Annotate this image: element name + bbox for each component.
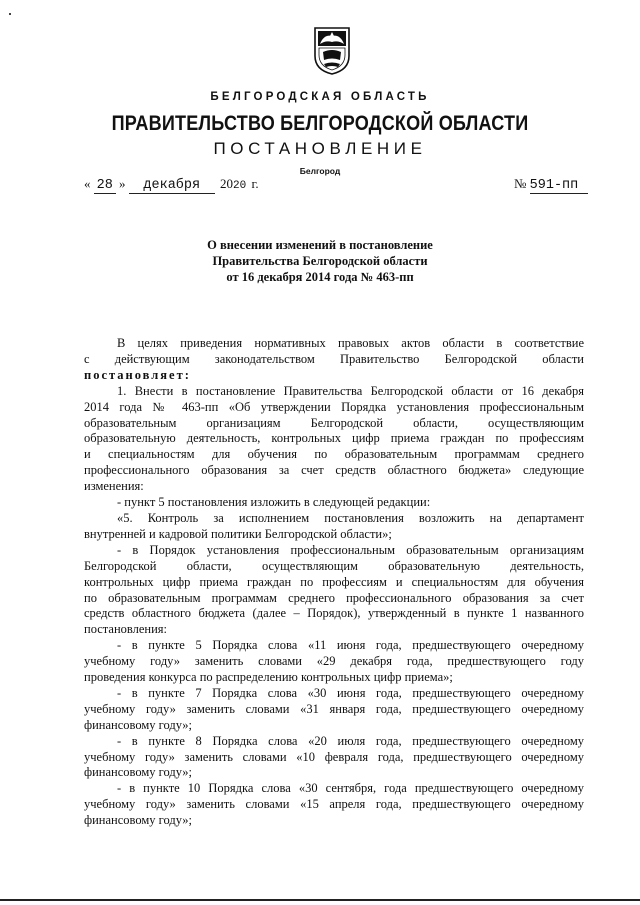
- body-line: изменения:: [84, 479, 144, 494]
- title-line-1: О внесении изменений в постановление: [207, 238, 433, 252]
- body-line: проведения конкурса по распределению контрольных цифр приема»;: [84, 670, 453, 685]
- date-month: декабря: [129, 179, 215, 194]
- title-line-3: от 16 декабря 2014 года № 463-пп: [226, 270, 414, 284]
- body-line: учебному году» заменить словами «31 января года, предшествующего очередному: [84, 701, 584, 716]
- government-name: ПРАВИТЕЛЬСТВО БЕЛГОРОДСКОЙ ОБЛАСТИ: [111, 112, 529, 135]
- body-line: учебному году» заменить словами «29 декабря года, предшествующего году: [84, 654, 584, 669]
- scan-bottom-edge: [0, 899, 640, 901]
- number-label: №: [514, 176, 527, 191]
- decree-body: [84, 336, 584, 829]
- decree-number: [514, 176, 588, 194]
- body-line: - в пункте 8 Порядка слова «20 июля года, предшествующего очередному: [117, 733, 584, 748]
- body-line: внутренней и кадровой политики Белгородской области»;: [84, 526, 392, 541]
- body-line: контрольных цифр приема граждан по профессиям и специальностям для обучения: [84, 574, 584, 589]
- decree-date: [84, 176, 259, 194]
- number-value: 591-пп: [530, 179, 588, 194]
- body-line: финансовому году»;: [84, 765, 192, 780]
- body-line: учебному году» заменить словами «10 февраля года, предшествующего очередному: [84, 749, 584, 764]
- body-line: - в пункте 7 Порядка слова «30 июня года, предшествующего очередному: [117, 685, 584, 700]
- body-line: 2014 года № 463-пп «Об утверждении Порядка установления профессиональным: [84, 399, 584, 414]
- date-year-prefix: 20: [220, 176, 233, 191]
- body-line: образовательным организациям Белгородской области, осуществляющим: [84, 415, 584, 430]
- coat-of-arms-icon: [312, 26, 352, 76]
- document-type: ПОСТАНОВЛЕНИЕ: [213, 139, 427, 158]
- body-line: постановления:: [84, 622, 168, 637]
- body-line-decrees: постановляет:: [84, 367, 191, 382]
- body-line: - в пункте 5 Порядка слова «11 июня года, предшествующего очередному: [117, 638, 584, 653]
- scan-speck: [9, 13, 11, 15]
- body-line: образовательную деятельность, контрольных цифр приема граждан по профессиям: [84, 431, 584, 446]
- body-line: по образовательным программам среднего профессионального образования за счет: [84, 590, 584, 605]
- body-line: - в Порядок установления профессиональным образовательным организациям: [117, 542, 584, 557]
- body-line: 1. Внести в постановление Правительства Белгородской области от 16 декабря: [117, 383, 584, 398]
- date-close-quote: »: [119, 176, 126, 191]
- body-line: финансовому году»;: [84, 717, 192, 732]
- date-year-suffix: 20: [233, 180, 247, 192]
- body-line: профессионального образования за счет средств областного бюджета» следующие: [84, 463, 584, 478]
- body-line: «5. Контроль за исполнением постановления возложить на департамент: [117, 510, 584, 525]
- decree-title: [0, 237, 640, 285]
- body-line: средств областного бюджета (далее – Порядок), утвержденный в пункте 1 названного: [84, 606, 584, 621]
- date-open-quote: «: [84, 176, 91, 191]
- region-name: БЕЛГОРОДСКАЯ ОБЛАСТЬ: [210, 91, 430, 103]
- date-year-mark: г.: [251, 176, 259, 191]
- issue-city: Белгород: [299, 166, 341, 176]
- body-line: учебному году» заменить словами «15 апреля года, предшествующего очередному: [84, 797, 584, 812]
- body-line: - в пункте 10 Порядка слова «30 сентября, года предшествующего очередному: [117, 781, 584, 796]
- body-line: В целях приведения нормативных правовых актов области в соответствие: [117, 336, 584, 350]
- body-line: Белгородской области, осуществляющим образовательную деятельность,: [84, 558, 584, 573]
- body-line: финансовому году»;: [84, 813, 192, 828]
- body-line: и специальностям для обучения по образовательным программам среднего: [84, 447, 584, 462]
- title-line-2: Правительства Белгородской области: [212, 254, 428, 268]
- date-day: 28: [94, 179, 116, 194]
- body-line: с действующим законодательством Правительство Белгородской области: [84, 351, 584, 366]
- body-line: - пункт 5 постановления изложить в следующей редакции:: [117, 495, 431, 510]
